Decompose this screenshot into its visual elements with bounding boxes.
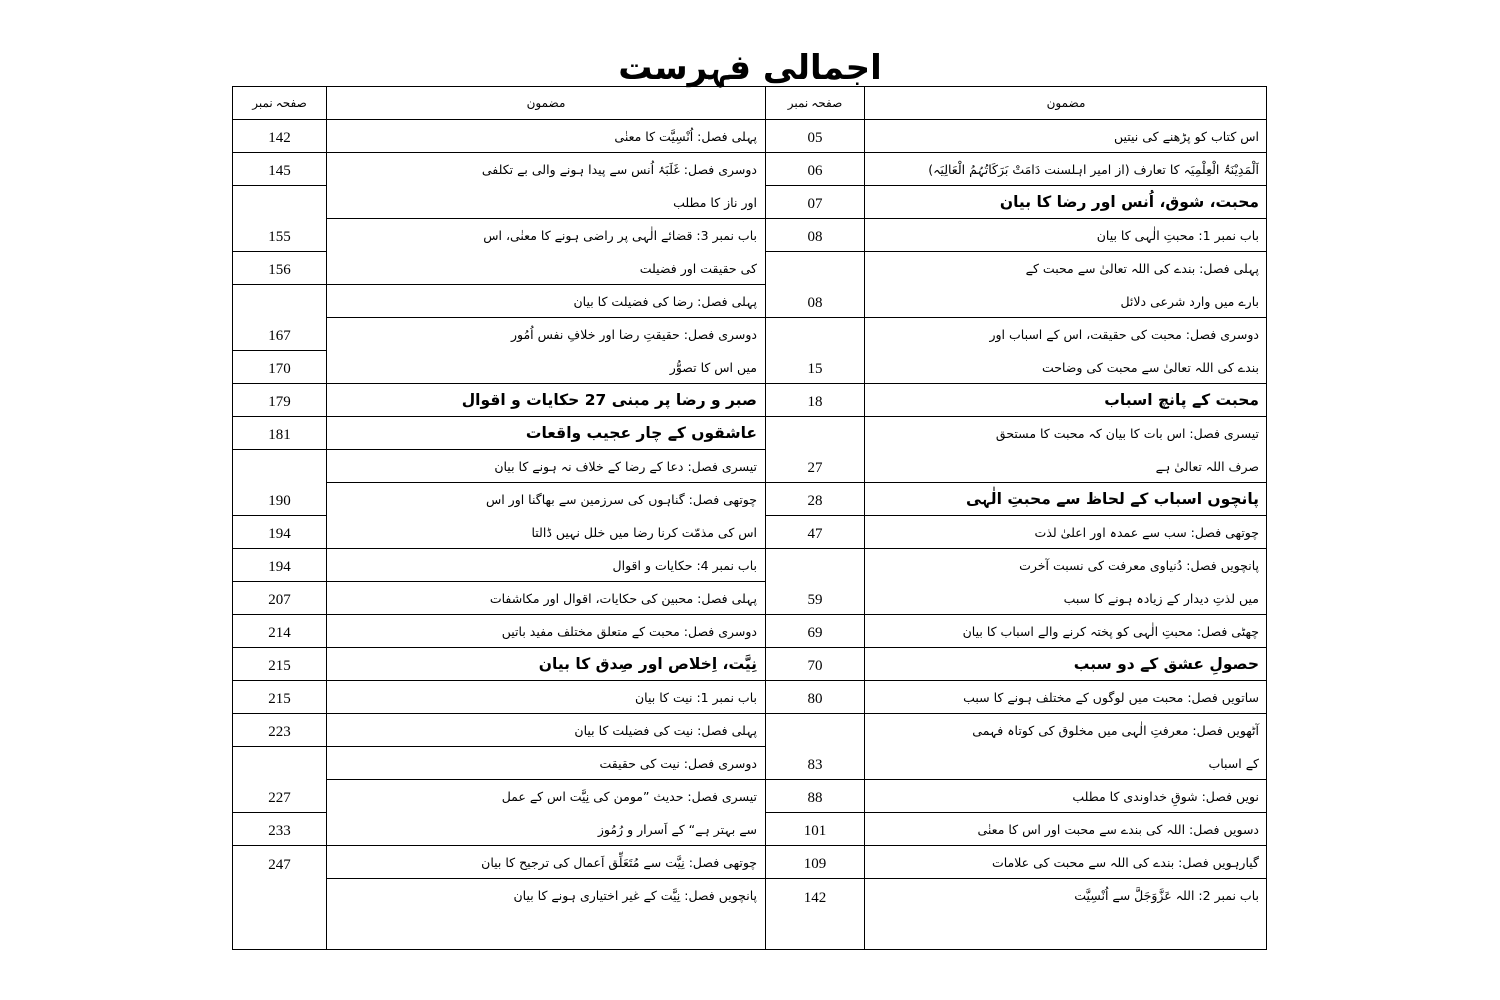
topic-line: باب نمبر 3: قضائے الٰہی پر راضی ہونے کا معنٰی، اس xyxy=(483,227,757,243)
topic-line: دوسری فصل: حقیقتِ رضا اور خلافِ نفس اُمُور xyxy=(510,326,757,342)
topic-entry xyxy=(865,549,1267,615)
page-number: 05 xyxy=(766,120,864,153)
topic-line: دسویں فصل: اللہ کی بندے سے محبت اور اس کا معنٰی xyxy=(977,821,1259,837)
page-number: 59 xyxy=(766,549,864,615)
topic-line: چوتھی فصل: سب سے عمدہ اور اعلیٰ لذت xyxy=(1034,524,1259,540)
topic-entry xyxy=(327,549,765,582)
page-number: 08 xyxy=(766,219,864,252)
page-number: 142 xyxy=(803,890,827,906)
page-number: 18 xyxy=(766,384,864,417)
page-number: 214 xyxy=(233,615,326,648)
topic-header: مضمون xyxy=(865,87,1267,120)
topic-line: پانچویں فصل: دُنیاوی معرفت کی نسبت آخرت xyxy=(1019,557,1259,573)
page-number: 156 xyxy=(233,252,326,285)
page-number: 47 xyxy=(766,516,864,549)
left-page-column xyxy=(233,87,327,949)
topic-line: دوسری فصل: محبت کے متعلق مختلف مفید باتیں xyxy=(501,623,757,639)
topic-entry xyxy=(865,879,1267,912)
topic-line: اس کتاب کو پڑھنے کی نیتیں xyxy=(1113,128,1259,144)
page-number: 88 xyxy=(766,780,864,813)
topic-line: چوتھی فصل: گناہوں کی سرزمین سے بھاگنا اور اس xyxy=(485,491,757,507)
right-page-column xyxy=(766,87,865,949)
topic-line: میں لذتِ دیدار کے زیادہ ہونے کا سبب xyxy=(1063,590,1259,606)
topic-entry xyxy=(327,846,765,879)
page-number: 190 xyxy=(233,450,326,516)
page-number: 227 xyxy=(233,747,326,813)
topic-entry xyxy=(327,450,765,483)
topic-line: آٹھویں فصل: معرفتِ الٰہی میں مخلوق کی کوتاہ فہمی xyxy=(972,722,1259,738)
page-number-header: صفحہ نمبر xyxy=(233,87,326,120)
topic-entry xyxy=(327,714,765,747)
section-heading xyxy=(327,384,765,417)
topic-entry xyxy=(865,813,1267,846)
page-number-header: صفحہ نمبر xyxy=(766,87,864,120)
topic-line: ساتویں فصل: محبت میں لوگوں کے مختلف ہونے کا سبب xyxy=(963,689,1259,705)
topic-line: صرف اللہ تعالیٰ ہے xyxy=(1155,458,1259,474)
topic-line: دوسری فصل: نیت کی حقیقت xyxy=(599,755,757,771)
contents-table xyxy=(232,86,1267,950)
topic-line: کے اسباب xyxy=(1208,755,1259,771)
topic-line: محبت کے پانچ اسباب xyxy=(1104,390,1259,409)
topic-line: پہلی فصل: رضا کی فضیلت کا بیان xyxy=(573,293,757,309)
page-number: 215 xyxy=(233,681,326,714)
topic-line: تیسری فصل: دعا کے رضا کے خلاف نہ ہونے کا بیان xyxy=(494,458,757,474)
topic-line: چھٹی فصل: محبتِ الٰہی کو پختہ کرنے والے اسباب کا بیان xyxy=(962,623,1259,639)
page-number: 207 xyxy=(233,582,326,615)
topic-line: تیسری فصل: اس بات کا بیان کہ محبت کا مستحق xyxy=(995,425,1259,441)
topic-line: عاشقوں کے چار عجیب واقعات xyxy=(525,423,757,442)
topic-line: چوتھی فصل: نِیَّت سے مُتَعَلِّق اَعمال کی ترجیح کا بیان xyxy=(481,854,757,870)
page-number: 101 xyxy=(766,813,864,846)
page-number: 07 xyxy=(766,186,864,219)
topic-entry xyxy=(865,846,1267,879)
topic-entry xyxy=(327,615,765,648)
topic-entry xyxy=(865,153,1267,186)
section-heading xyxy=(865,384,1267,417)
page-number: 233 xyxy=(233,813,326,846)
topic-line: پہلی فصل: نیت کی فضیلت کا بیان xyxy=(574,722,757,738)
topic-header: مضمون xyxy=(327,87,765,120)
topic-line: سے بہتر ہے“ کے اَسرار و رُمُوز xyxy=(597,821,757,837)
topic-entry xyxy=(865,120,1267,153)
page-number: 70 xyxy=(766,648,864,681)
topic-entry xyxy=(865,417,1267,483)
topic-entry xyxy=(327,285,765,318)
page-number: 69 xyxy=(766,615,864,648)
topic-line: پانچوں اسباب کے لحاظ سے محبتِ الٰہی xyxy=(966,489,1259,508)
topic-line: باب نمبر 1: محبتِ الٰہی کا بیان xyxy=(1096,227,1259,243)
topic-line: محبت، شوق، اُنس اور رضا کا بیان xyxy=(999,192,1259,211)
topic-line: اس کی مذمّت کرنا رضا میں خلل نہیں ڈالتا xyxy=(531,524,757,540)
section-heading xyxy=(865,648,1267,681)
topic-line: بندے کی اللہ تعالیٰ سے محبت کی وضاحت xyxy=(1041,359,1259,375)
topic-entry xyxy=(865,516,1267,549)
topic-entry xyxy=(865,714,1267,780)
topic-line: باب نمبر 2: اللہ عَزَّوَجَلَّ سے اُنْسِیَّت xyxy=(1074,888,1259,903)
topic-line: تیسری فصل: حدیث ”مومن کی نِیَّت اس کے عمل xyxy=(501,788,757,804)
topic-entry xyxy=(327,747,765,780)
left-topic-column xyxy=(327,87,766,949)
page-number: 223 xyxy=(233,714,326,747)
topic-line: دوسری فصل: غَلَبَۂ اُنس سے پیدا ہونے والی بے تکلفی xyxy=(481,161,757,177)
topic-line: پہلی فصل: اُنْسِیَّت کا معنٰی xyxy=(614,128,757,144)
section-heading xyxy=(327,417,765,450)
page-number: 194 xyxy=(233,549,326,582)
page-title: اجمالی فہرست xyxy=(618,48,882,88)
topic-entry xyxy=(865,615,1267,648)
topic-line: میں اس کا تصوُّر xyxy=(669,359,757,375)
page-number: 08 xyxy=(766,252,864,318)
page-number: 109 xyxy=(766,846,864,879)
topic-line: باب نمبر 1: نیت کا بیان xyxy=(635,689,757,705)
topic-entry xyxy=(327,120,765,153)
topic-entry xyxy=(865,252,1267,318)
topic-entry xyxy=(327,483,765,549)
page-number: 15 xyxy=(766,318,864,384)
topic-line: نویں فصل: شوقِ خداوندی کا مطلب xyxy=(1072,788,1259,804)
page-number: 194 xyxy=(233,516,326,549)
topic-entry xyxy=(865,318,1267,384)
right-topic-column xyxy=(865,87,1267,949)
page-number: 179 xyxy=(233,384,326,417)
page-number: 27 xyxy=(766,417,864,483)
topic-line: صبر و رضا پر مبنی 27 حکایات و اقوال xyxy=(461,390,757,409)
page-number: 142 xyxy=(233,120,326,153)
topic-line: گیارہویں فصل: بندے کی اللہ سے محبت کی علامات xyxy=(991,854,1259,870)
page-number: 167 xyxy=(233,285,326,351)
page-number: 247 xyxy=(268,857,291,873)
topic-entry xyxy=(327,219,765,285)
topic-entry xyxy=(327,780,765,846)
page-number: 06 xyxy=(766,153,864,186)
topic-line: نِیَّت، اِخلاص اور صِدق کا بیان xyxy=(538,654,757,673)
topic-entry xyxy=(327,318,765,384)
topic-entry xyxy=(865,681,1267,714)
topic-line: دوسری فصل: محبت کی حقیقت، اس کے اسباب اور xyxy=(989,326,1259,342)
page-number: 155 xyxy=(233,186,326,252)
section-heading xyxy=(327,648,765,681)
topic-entry xyxy=(865,219,1267,252)
topic-line: حصولِ عشق کے دو سبب xyxy=(1073,654,1259,673)
topic-entry xyxy=(327,681,765,714)
topic-line: اَلْمَدِیْنَۃُ الْعِلْمِیَہ کا تعارف (از امیر اہلسنت دَامَتْ بَرَکَاتُہُمُ الْعَالِیَہ) xyxy=(928,161,1259,177)
page-number: 181 xyxy=(233,417,326,450)
topic-line: اور ناز کا مطلب xyxy=(673,194,757,210)
topic-line: کی حقیقت اور فضیلت xyxy=(639,260,757,276)
section-heading xyxy=(865,186,1267,219)
page-number: 145 xyxy=(233,153,326,186)
topic-line: باب نمبر 4: حکایات و اقوال xyxy=(612,557,757,573)
topic-entry xyxy=(327,879,765,912)
section-heading xyxy=(865,483,1267,516)
topic-line: پانچویں فصل: نِیَّت کے غیر اختیاری ہونے کا بیان xyxy=(513,888,757,903)
topic-line: پہلی فصل: محبین کی حکایات، اقوال اور مکاشفات xyxy=(489,590,757,606)
page-number: 215 xyxy=(233,648,326,681)
topic-line: پہلی فصل: بندے کی اللہ تعالیٰ سے محبت کے xyxy=(1025,260,1259,276)
topic-entry xyxy=(327,582,765,615)
page-number: 83 xyxy=(766,714,864,780)
page-number: 28 xyxy=(766,483,864,516)
topic-line: بارے میں وارد شرعی دلائل xyxy=(1120,293,1259,309)
page-number: 170 xyxy=(233,351,326,384)
topic-entry xyxy=(865,780,1267,813)
topic-entry xyxy=(327,153,765,219)
page-number: 80 xyxy=(766,681,864,714)
